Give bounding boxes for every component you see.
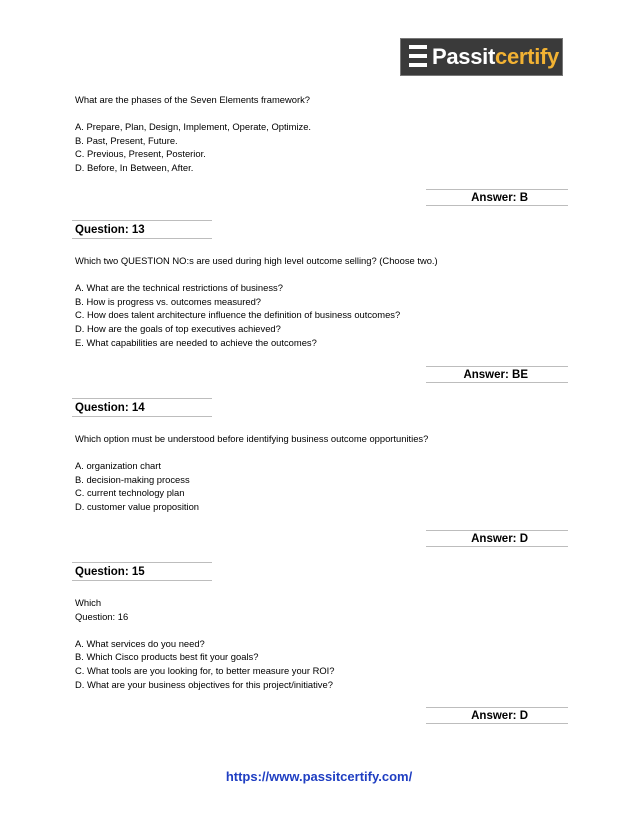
question-15-heading: Question: 15 bbox=[72, 562, 212, 581]
option-c: C. current technology plan bbox=[75, 487, 185, 499]
answer-12: Answer: B bbox=[426, 189, 568, 206]
menu-bars-icon bbox=[409, 45, 427, 69]
option-b: B. Which Cisco products best fit your goals? bbox=[75, 651, 259, 663]
option-d: D. What are your business objectives for this project/initiative? bbox=[75, 678, 333, 690]
question-text: Which two QUESTION NO:s are used during high level outcome selling? (Choose two.) bbox=[75, 255, 438, 266]
question-13-body bbox=[75, 254, 438, 349]
answer-13: Answer: BE bbox=[426, 366, 568, 383]
question-text: Which option must be understood before identifying business outcome opportunities? bbox=[75, 433, 429, 444]
answer-14: Answer: D bbox=[426, 530, 568, 547]
option-a: A. Prepare, Plan, Design, Implement, Operate, Optimize. bbox=[75, 121, 312, 133]
question-text: What are the phases of the Seven Elements framework? bbox=[75, 94, 311, 105]
answer-15: Answer: D bbox=[426, 707, 568, 724]
question-12-body bbox=[75, 93, 311, 175]
option-d: D. How are the goals of top executives achieved? bbox=[75, 322, 281, 334]
question-14-body bbox=[75, 432, 428, 514]
option-a: A. What are the technical restrictions of business? bbox=[75, 282, 283, 294]
option-b: B. decision-making process bbox=[75, 473, 190, 485]
option-d: D. customer value proposition bbox=[75, 500, 200, 512]
option-c: C. How does talent architecture influence the definition of business outcomes? bbox=[75, 309, 401, 321]
question-text-line-1: Which bbox=[75, 597, 102, 608]
option-a: A. organization chart bbox=[75, 460, 161, 472]
question-15-body bbox=[75, 596, 335, 691]
question-text-line-2: Question: 16 bbox=[75, 610, 129, 622]
option-d: D. Before, In Between, After. bbox=[75, 161, 194, 173]
option-e: E. What capabilities are needed to achieve the outcomes? bbox=[75, 336, 317, 348]
option-c: C. Previous, Present, Posterior. bbox=[75, 148, 206, 160]
option-b: B. Past, Present, Future. bbox=[75, 134, 178, 146]
passitcertify-logo bbox=[400, 38, 563, 76]
question-13-heading: Question: 13 bbox=[72, 220, 212, 239]
logo-text: Passitcertify bbox=[432, 44, 559, 69]
option-c: C. What tools are you looking for, to better measure your ROI? bbox=[75, 664, 335, 676]
option-a: A. What services do you need? bbox=[75, 637, 205, 649]
option-b: B. How is progress vs. outcomes measured? bbox=[75, 295, 262, 307]
question-14-heading: Question: 14 bbox=[72, 398, 212, 417]
footer-url-link[interactable]: https://www.passitcertify.com/ bbox=[225, 769, 413, 784]
